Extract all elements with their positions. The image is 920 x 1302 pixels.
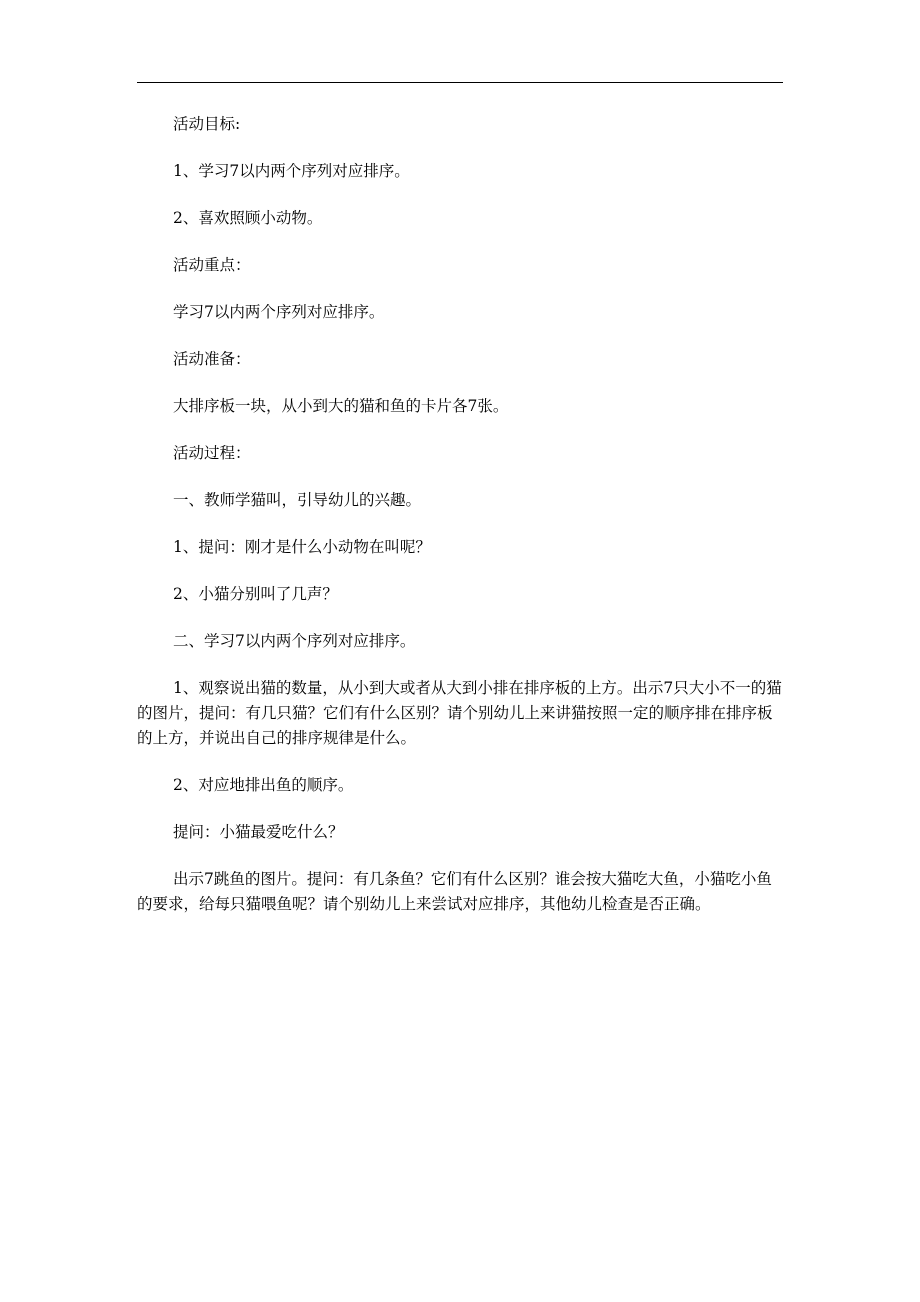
- preparation-text: 大排序板一块，从小到大的猫和鱼的卡片各7张。: [173, 397, 509, 415]
- process-question: 提问：小猫最爱吃什么？: [173, 823, 344, 841]
- process-step-1: 一、教师学猫叫，引导幼儿的兴趣。: [173, 491, 422, 509]
- heading-activity-process: 活动过程：: [173, 444, 251, 462]
- heading-activity-goals: 活动目标:: [173, 115, 241, 133]
- header-rule: [137, 82, 783, 83]
- process-step-1-item-1: 1、提问：刚才是什么小动物在叫呢？: [173, 538, 431, 556]
- process-step-2: 二、学习7以内两个序列对应排序。: [173, 632, 416, 650]
- goal-item-1: 1、学习7以内两个序列对应排序。: [173, 162, 410, 180]
- process-step-1-item-2: 2、小猫分别叫了几声？: [173, 585, 338, 603]
- process-fish-text: 出示7跳鱼的图片。提问：有几条鱼？它们有什么区别？谁会按大猫吃大鱼，小猫吃小鱼的要求，给每只猫喂鱼呢？请个别幼儿上来尝试对应排序，其他幼儿检查是否正确。: [137, 870, 772, 913]
- document-body: [137, 112, 783, 939]
- goal-item-2: 2、喜欢照顾小动物。: [173, 209, 323, 227]
- focus-text: 学习7以内两个序列对应排序。: [173, 303, 385, 321]
- heading-activity-preparation: 活动准备：: [173, 350, 251, 368]
- process-step-2-item-1: 1、观察说出猫的数量，从小到大或者从大到小排在排序板的上方。出示7只大小不一的猫的图片，提问：有几只猫？它们有什么区别？请个别幼儿上来讲猫按照一定的顺序排在排序板的上方，并说出自己的排序规律是什么。: [137, 679, 782, 747]
- heading-activity-focus: 活动重点：: [173, 256, 251, 274]
- process-step-2-item-2: 2、对应地排出鱼的顺序。: [173, 776, 354, 794]
